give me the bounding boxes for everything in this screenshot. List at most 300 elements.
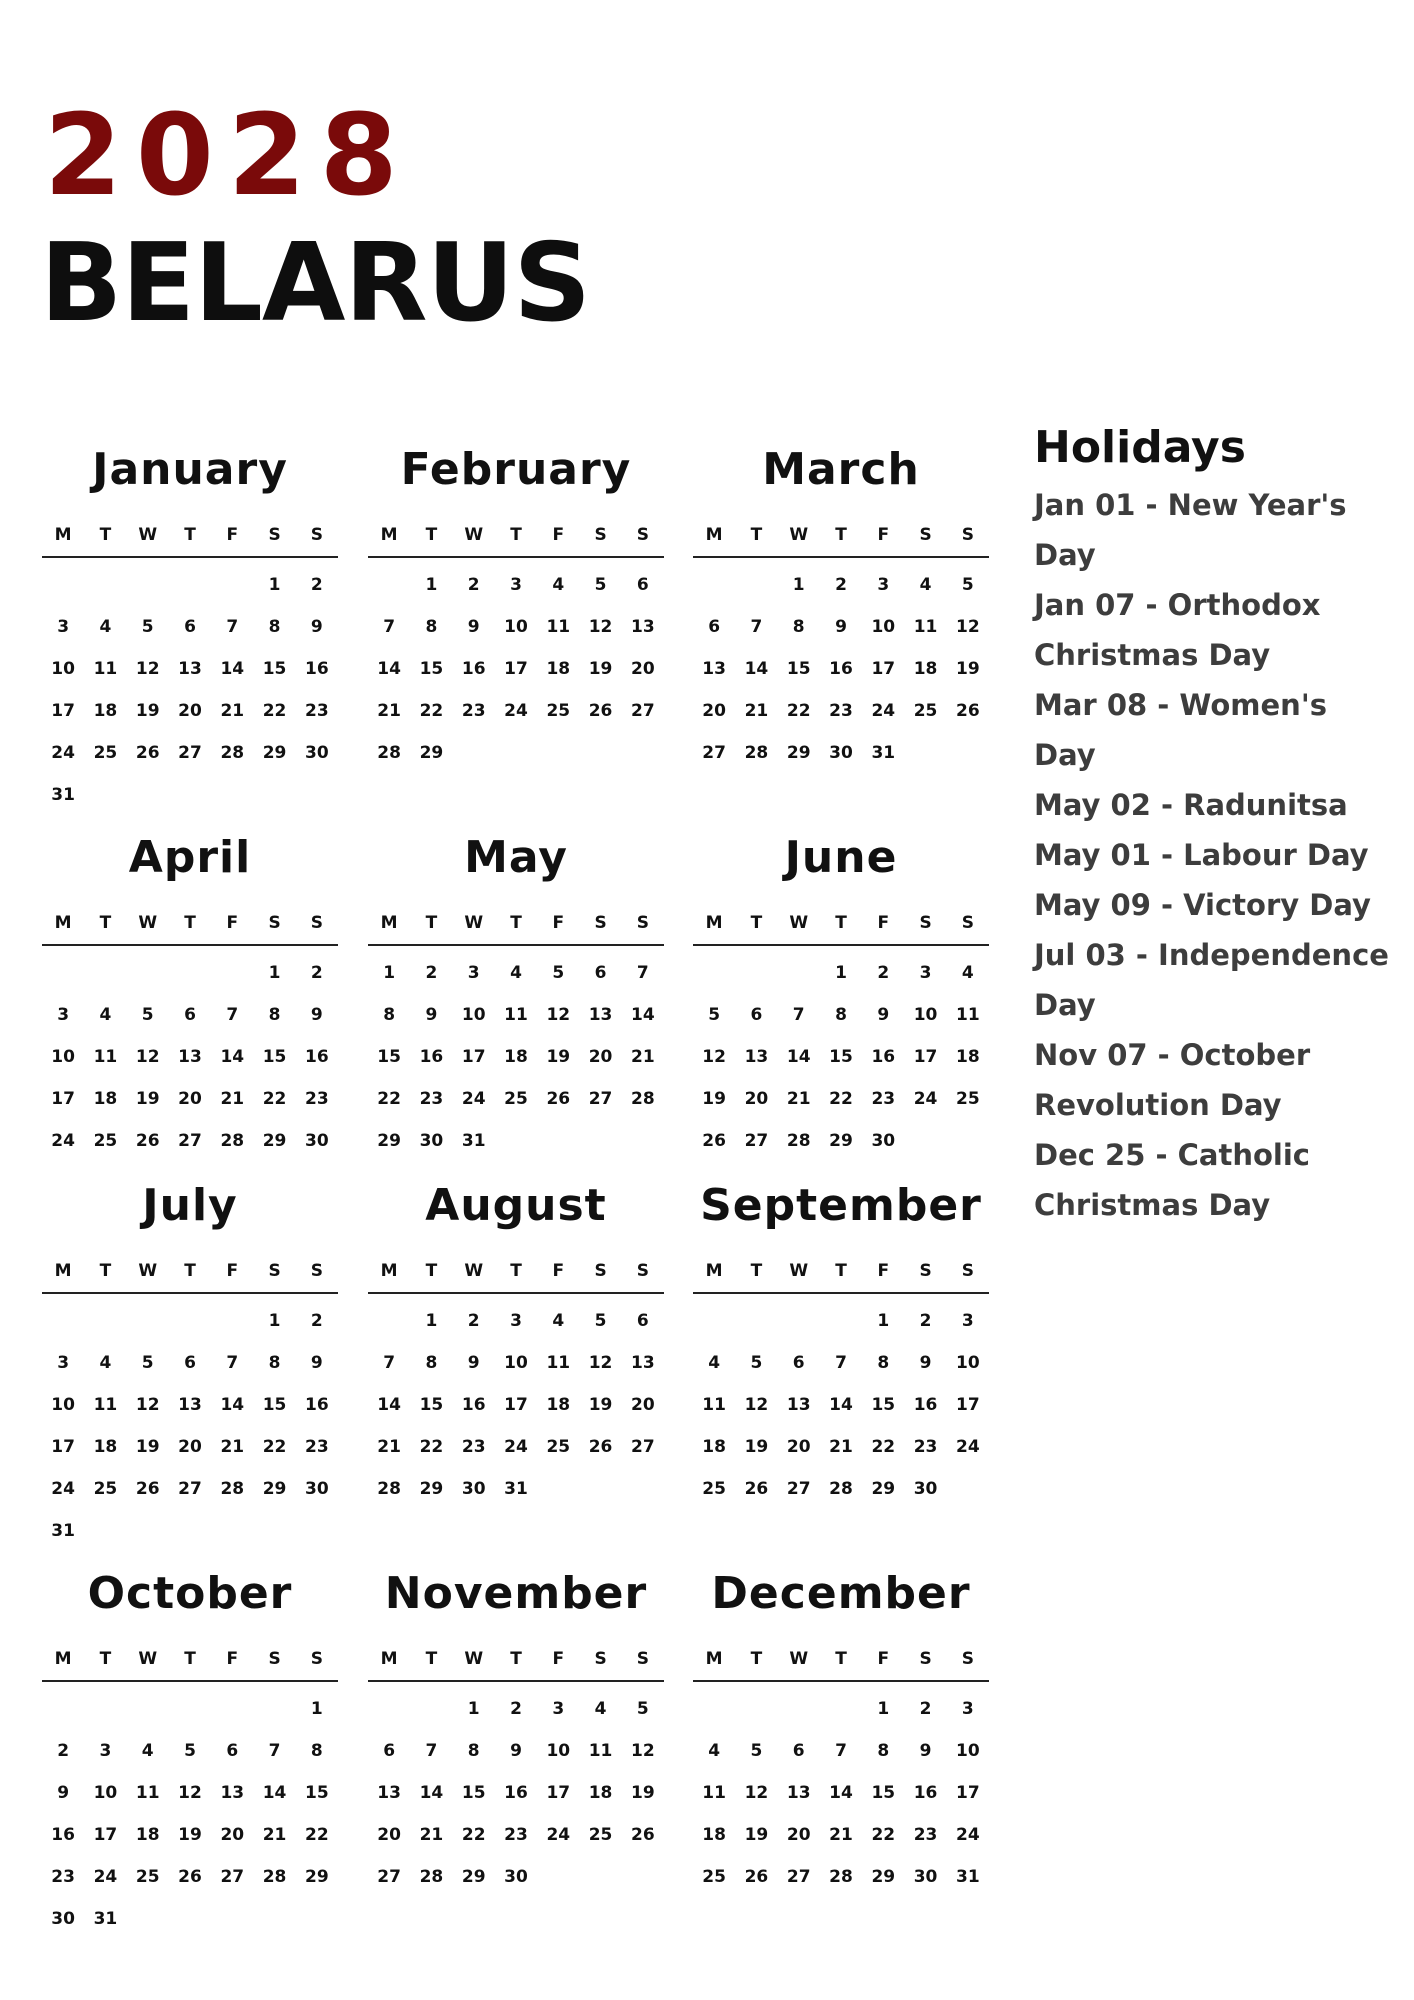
day-cell: 16 [51,1825,75,1845]
day-cell: 14 [631,1005,655,1025]
holiday-item: Jan 01 - New Year's Day [1034,488,1347,572]
weekday-label: W [464,1649,484,1669]
day-cell: 9 [425,1005,438,1025]
weekday-label: W [138,1649,158,1669]
day-cell: 31 [51,785,75,805]
empty-cell [693,1688,735,1730]
day-grid [42,1688,338,1940]
empty-cell [693,564,735,606]
weekday-header [368,902,664,946]
month-june [693,828,989,1162]
empty-cell [127,564,169,606]
holiday-item: May 01 - Labour Day [1034,838,1369,872]
day-cell: 23 [871,1089,896,1109]
day-cell: 23 [305,1437,329,1457]
day-cell: 4 [552,575,565,595]
month-october [42,1564,338,1940]
day-cell: 12 [588,1353,613,1373]
weekday-label: M [380,1261,398,1281]
day-cell: 5 [636,1699,649,1719]
day-cell: 15 [262,1395,287,1415]
day-cell: 30 [871,1131,896,1151]
day-cell: 3 [919,963,932,983]
day-cell: 26 [744,1479,769,1499]
day-cell: 25 [135,1867,160,1887]
weekday-label: S [268,525,281,545]
weekday-label: M [705,913,723,933]
day-cell: 28 [220,1131,245,1151]
day-cell: 9 [919,1353,932,1373]
day-cell: 2 [310,575,323,595]
day-cell: 19 [588,1395,613,1415]
day-cell: 24 [51,1479,75,1499]
day-cell: 3 [57,617,70,637]
day-cell: 24 [913,1089,938,1109]
day-cell: 23 [51,1867,75,1887]
weekday-label: T [99,1649,112,1669]
day-cell: 16 [461,1395,486,1415]
day-cell: 29 [871,1479,896,1499]
month-december [693,1564,989,1898]
day-cell: 11 [546,1353,571,1373]
weekday-label: S [919,525,932,545]
day-cell: 11 [702,1395,726,1415]
empty-cell [693,1300,735,1342]
day-cell: 11 [504,1005,528,1025]
day-cell: 27 [178,743,202,763]
day-cell: 20 [744,1089,769,1109]
weekday-label: T [184,1649,196,1669]
day-cell: 3 [510,575,522,595]
empty-cell [820,1300,862,1342]
day-cell: 5 [141,1353,154,1373]
weekday-label: S [310,525,323,545]
day-cell: 2 [425,963,438,983]
day-cell: 28 [220,1479,245,1499]
day-cell: 21 [262,1825,287,1845]
day-cell: 4 [708,1741,721,1761]
day-cell: 10 [51,1395,75,1415]
day-cell: 15 [871,1783,896,1803]
day-cell: 24 [461,1089,486,1109]
month-july [42,1176,338,1552]
day-cell: 30 [829,743,853,763]
weekday-label: F [552,1261,565,1281]
day-cell: 27 [588,1089,613,1109]
day-cell: 13 [786,1395,811,1415]
weekday-label: S [268,1649,281,1669]
weekday-label: S [919,913,932,933]
weekday-label: M [380,525,398,545]
day-cell: 1 [383,963,396,983]
day-cell: 31 [504,1479,528,1499]
day-cell: 30 [461,1479,486,1499]
day-cell: 22 [305,1825,329,1845]
day-cell: 20 [786,1437,811,1457]
day-cell: 1 [425,1311,438,1331]
day-cell: 26 [135,1479,160,1499]
weekday-label: F [552,913,565,933]
empty-cell [84,1688,126,1730]
month-name: January [92,444,288,495]
day-cell: 23 [305,1089,329,1109]
day-cell: 7 [835,1353,847,1373]
day-cell: 28 [744,743,769,763]
day-cell: 20 [178,1089,202,1109]
day-cell: 16 [913,1395,938,1415]
holidays-title: Holidays [1034,422,1246,473]
day-cell: 26 [588,701,613,721]
day-cell: 1 [310,1699,323,1719]
weekday-label: S [961,1261,974,1281]
empty-cell [42,952,84,994]
weekday-label: S [961,1649,974,1669]
day-cell: 8 [268,1005,281,1025]
weekday-label: S [919,1649,932,1669]
day-cell: 16 [871,1047,896,1067]
empty-cell [778,1688,820,1730]
day-cell: 14 [377,659,401,679]
day-cell: 8 [877,1353,890,1373]
day-cell: 2 [310,963,323,983]
day-cell: 2 [877,963,890,983]
day-cell: 27 [631,701,655,721]
day-cell: 5 [708,1005,721,1025]
day-cell: 25 [588,1825,613,1845]
day-cell: 3 [57,1353,70,1373]
empty-cell [84,1300,126,1342]
day-cell: 29 [305,1867,329,1887]
weekday-label: S [919,1261,932,1281]
day-cell: 18 [913,659,938,679]
day-cell: 29 [262,1131,287,1151]
calendar-year: 2028 [44,91,412,221]
day-cell: 7 [383,617,396,637]
day-cell: 7 [835,1741,847,1761]
day-cell: 13 [377,1783,401,1803]
day-cell: 28 [631,1089,655,1109]
empty-cell [368,1688,410,1730]
day-cell: 16 [419,1047,444,1067]
day-cell: 16 [461,659,486,679]
day-cell: 7 [226,1353,239,1373]
day-cell: 8 [383,1005,396,1025]
day-cell: 13 [786,1783,811,1803]
day-cell: 28 [829,1479,853,1499]
month-january [42,440,338,816]
day-cell: 25 [913,701,938,721]
day-cell: 17 [461,1047,486,1067]
day-cell: 16 [913,1783,938,1803]
day-cell: 25 [546,1437,571,1457]
weekday-label: T [750,1261,763,1281]
weekday-label: T [510,1649,522,1669]
day-cell: 25 [504,1089,528,1109]
day-cell: 28 [377,1479,401,1499]
day-cell: 5 [750,1353,763,1373]
day-cell: 19 [546,1047,571,1067]
day-cell: 5 [594,1311,607,1331]
day-cell: 12 [178,1783,202,1803]
day-cell: 9 [510,1741,522,1761]
weekday-label: T [425,525,438,545]
weekday-label: S [310,913,323,933]
day-cell: 26 [744,1867,769,1887]
weekday-label: T [425,1261,438,1281]
day-cell: 3 [552,1699,565,1719]
weekday-label: T [835,913,847,933]
weekday-label: F [877,1261,890,1281]
day-cell: 8 [835,1005,847,1025]
day-cell: 29 [377,1131,401,1151]
day-cell: 23 [461,1437,486,1457]
day-cell: 30 [305,743,329,763]
weekday-label: S [594,525,607,545]
weekday-label: W [789,1649,809,1669]
day-cell: 30 [913,1479,938,1499]
day-cell: 25 [93,743,118,763]
weekday-label: S [636,1649,649,1669]
day-cell: 29 [871,1867,896,1887]
weekday-label: W [464,1261,484,1281]
day-cell: 18 [956,1047,980,1067]
day-cell: 6 [708,617,721,637]
day-cell: 22 [461,1825,486,1845]
day-cell: 7 [750,617,763,637]
day-cell: 27 [377,1867,401,1887]
day-cell: 2 [510,1699,522,1719]
empty-cell [127,1300,169,1342]
day-grid [693,952,989,1162]
day-cell: 24 [504,701,528,721]
weekday-label: M [54,525,72,545]
day-cell: 5 [184,1741,196,1761]
day-cell: 15 [871,1395,896,1415]
day-cell: 26 [135,743,160,763]
day-cell: 27 [702,743,726,763]
day-cell: 15 [461,1783,486,1803]
day-cell: 8 [877,1741,890,1761]
weekday-label: F [877,913,890,933]
day-cell: 9 [919,1741,932,1761]
day-grid [42,952,338,1162]
day-cell: 22 [419,1437,444,1457]
day-cell: 2 [467,575,480,595]
empty-cell [127,1688,169,1730]
day-grid [693,1300,989,1510]
day-cell: 27 [220,1867,245,1887]
day-cell: 6 [383,1741,396,1761]
empty-cell [42,1300,84,1342]
day-cell: 22 [262,1089,287,1109]
day-cell: 11 [913,617,938,637]
day-cell: 17 [956,1395,980,1415]
empty-cell [127,952,169,994]
day-cell: 1 [268,575,281,595]
empty-cell [735,952,777,994]
day-cell: 22 [419,701,444,721]
day-cell: 12 [135,1047,160,1067]
empty-cell [820,1688,862,1730]
holiday-list [1034,480,1394,1230]
day-cell: 11 [93,1047,118,1067]
weekday-label: S [310,1649,323,1669]
empty-cell [211,952,253,994]
day-cell: 27 [631,1437,655,1457]
empty-cell [169,952,211,994]
day-cell: 29 [829,1131,853,1151]
day-cell: 7 [636,963,649,983]
day-cell: 28 [220,743,245,763]
day-cell: 3 [467,963,480,983]
month-march [693,440,989,774]
day-cell: 10 [51,659,75,679]
day-cell: 6 [184,1353,196,1373]
weekday-header [42,902,338,946]
day-cell: 8 [310,1741,323,1761]
day-cell: 1 [425,575,438,595]
day-cell: 6 [184,617,196,637]
weekday-label: T [750,913,763,933]
weekday-label: S [636,1261,649,1281]
empty-cell [84,564,126,606]
day-cell: 26 [588,1437,613,1457]
weekday-label: W [138,913,158,933]
day-cell: 1 [792,575,805,595]
weekday-label: W [464,913,484,933]
day-cell: 29 [262,1479,287,1499]
empty-cell [778,952,820,994]
day-cell: 9 [467,1353,480,1373]
day-cell: 7 [226,1005,239,1025]
day-cell: 30 [305,1131,329,1151]
day-cell: 3 [99,1741,112,1761]
day-cell: 14 [829,1783,853,1803]
empty-cell [368,1300,410,1342]
day-cell: 22 [829,1089,853,1109]
month-february [368,440,664,774]
empty-cell [211,1688,253,1730]
holiday-item: Dec 25 - Catholic Christmas Day [1034,1138,1310,1222]
day-cell: 5 [961,575,974,595]
day-cell: 15 [262,1047,287,1067]
day-cell: 30 [419,1131,444,1151]
month-name: November [384,1568,648,1619]
day-cell: 11 [702,1783,726,1803]
holiday-item: Nov 07 - October Revolution Day [1034,1038,1311,1122]
day-cell: 25 [93,1479,118,1499]
weekday-label: W [138,1261,158,1281]
day-cell: 19 [744,1825,769,1845]
holiday-item: May 09 - Victory Day [1034,888,1371,922]
day-cell: 24 [93,1867,118,1887]
month-name: April [128,832,252,883]
day-cell: 13 [178,659,202,679]
day-cell: 21 [419,1825,444,1845]
day-cell: 17 [504,659,528,679]
weekday-label: F [226,1261,239,1281]
day-cell: 10 [461,1005,486,1025]
day-cell: 3 [57,1005,70,1025]
day-cell: 3 [961,1699,974,1719]
weekday-label: S [636,913,649,933]
day-cell: 20 [377,1825,401,1845]
weekday-label: M [54,913,72,933]
day-cell: 16 [305,659,329,679]
day-cell: 9 [310,617,323,637]
day-cell: 19 [631,1783,655,1803]
day-cell: 24 [546,1825,571,1845]
weekday-label: T [510,913,522,933]
weekday-label: T [835,1261,847,1281]
day-cell: 18 [135,1825,160,1845]
day-cell: 18 [588,1783,613,1803]
day-cell: 22 [871,1825,896,1845]
day-cell: 27 [178,1131,202,1151]
weekday-label: F [552,525,565,545]
country-name: BELARUS [40,221,591,346]
day-cell: 10 [504,617,528,637]
day-cell: 31 [93,1909,118,1929]
day-cell: 23 [913,1437,938,1457]
day-cell: 15 [829,1047,853,1067]
day-cell: 12 [744,1783,769,1803]
day-cell: 15 [419,659,444,679]
day-cell: 28 [262,1867,287,1887]
day-cell: 18 [93,1089,118,1109]
day-cell: 13 [631,617,655,637]
weekday-label: F [552,1649,565,1669]
day-cell: 26 [956,701,980,721]
day-cell: 14 [744,659,769,679]
month-name: September [700,1180,982,1231]
day-cell: 2 [57,1741,70,1761]
weekday-header [693,1638,989,1682]
day-cell: 19 [135,1437,160,1457]
day-cell: 17 [956,1783,980,1803]
day-cell: 18 [546,1395,571,1415]
day-cell: 6 [184,1005,196,1025]
day-cell: 27 [744,1131,769,1151]
day-cell: 24 [956,1825,980,1845]
day-cell: 23 [913,1825,938,1845]
day-cell: 30 [504,1867,528,1887]
day-cell: 3 [961,1311,974,1331]
day-cell: 11 [93,659,118,679]
day-cell: 15 [377,1047,401,1067]
day-cell: 12 [631,1741,655,1761]
day-cell: 20 [178,1437,202,1457]
day-cell: 12 [546,1005,571,1025]
day-cell: 10 [93,1783,118,1803]
month-name: February [400,444,632,495]
day-cell: 14 [220,1395,245,1415]
day-cell: 13 [588,1005,613,1025]
day-cell: 9 [310,1005,323,1025]
weekday-label: T [835,1649,847,1669]
day-cell: 26 [135,1131,160,1151]
empty-cell [778,1300,820,1342]
weekday-label: M [54,1261,72,1281]
day-cell: 20 [631,659,655,679]
day-cell: 25 [702,1479,726,1499]
empty-cell [693,952,735,994]
day-cell: 23 [829,701,853,721]
day-cell: 28 [829,1867,853,1887]
day-cell: 9 [467,617,480,637]
day-cell: 1 [877,1699,890,1719]
holiday-item: May 02 - Radunitsa [1034,788,1348,822]
